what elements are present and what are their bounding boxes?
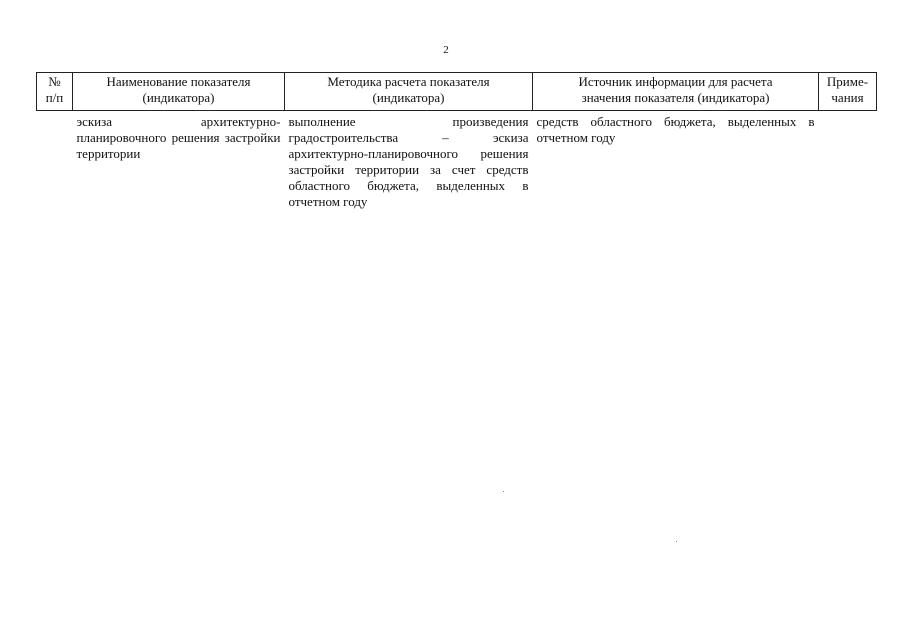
header-indicator-name-line1: Наименование показателя (106, 74, 251, 89)
cell-number (37, 111, 73, 211)
indicators-table (36, 72, 877, 210)
header-calculation-method-line1: Методика расчета показателя (327, 74, 490, 89)
header-information-source (533, 73, 819, 111)
header-indicator-name (73, 73, 285, 111)
scan-speck (676, 541, 677, 542)
cell-notes (819, 111, 877, 211)
header-calculation-method-line2: (индикатора) (372, 90, 445, 105)
page-number: 2 (443, 44, 449, 56)
cell-calculation-method: выполнение произведения градостроительства – эскиза архитектурно-планировочного решения застройки территории за счет средств областного бюджета, выделенных в отчетном году (288, 114, 529, 209)
header-number-line2: п/п (45, 90, 64, 105)
scan-speck (503, 491, 504, 492)
table-row (37, 111, 877, 211)
cell-indicator-name: эскиза архитектурно-планировочного решения застройки территории (76, 114, 281, 161)
cell-information-source: средств областного бюджета, выделенных в отчетном году (536, 114, 815, 145)
header-notes (819, 73, 877, 111)
table-header-row (37, 73, 877, 111)
header-number (37, 73, 73, 111)
header-notes-line2: чания (831, 90, 864, 105)
header-information-source-line2: значения показателя (индикатора) (581, 90, 770, 105)
header-calculation-method (285, 73, 533, 111)
header-information-source-line1: Источник информации для расчета (578, 74, 773, 89)
header-notes-line1: Приме- (826, 74, 869, 89)
header-number-line1: № (48, 74, 61, 89)
header-indicator-name-line2: (индикатора) (142, 90, 215, 105)
